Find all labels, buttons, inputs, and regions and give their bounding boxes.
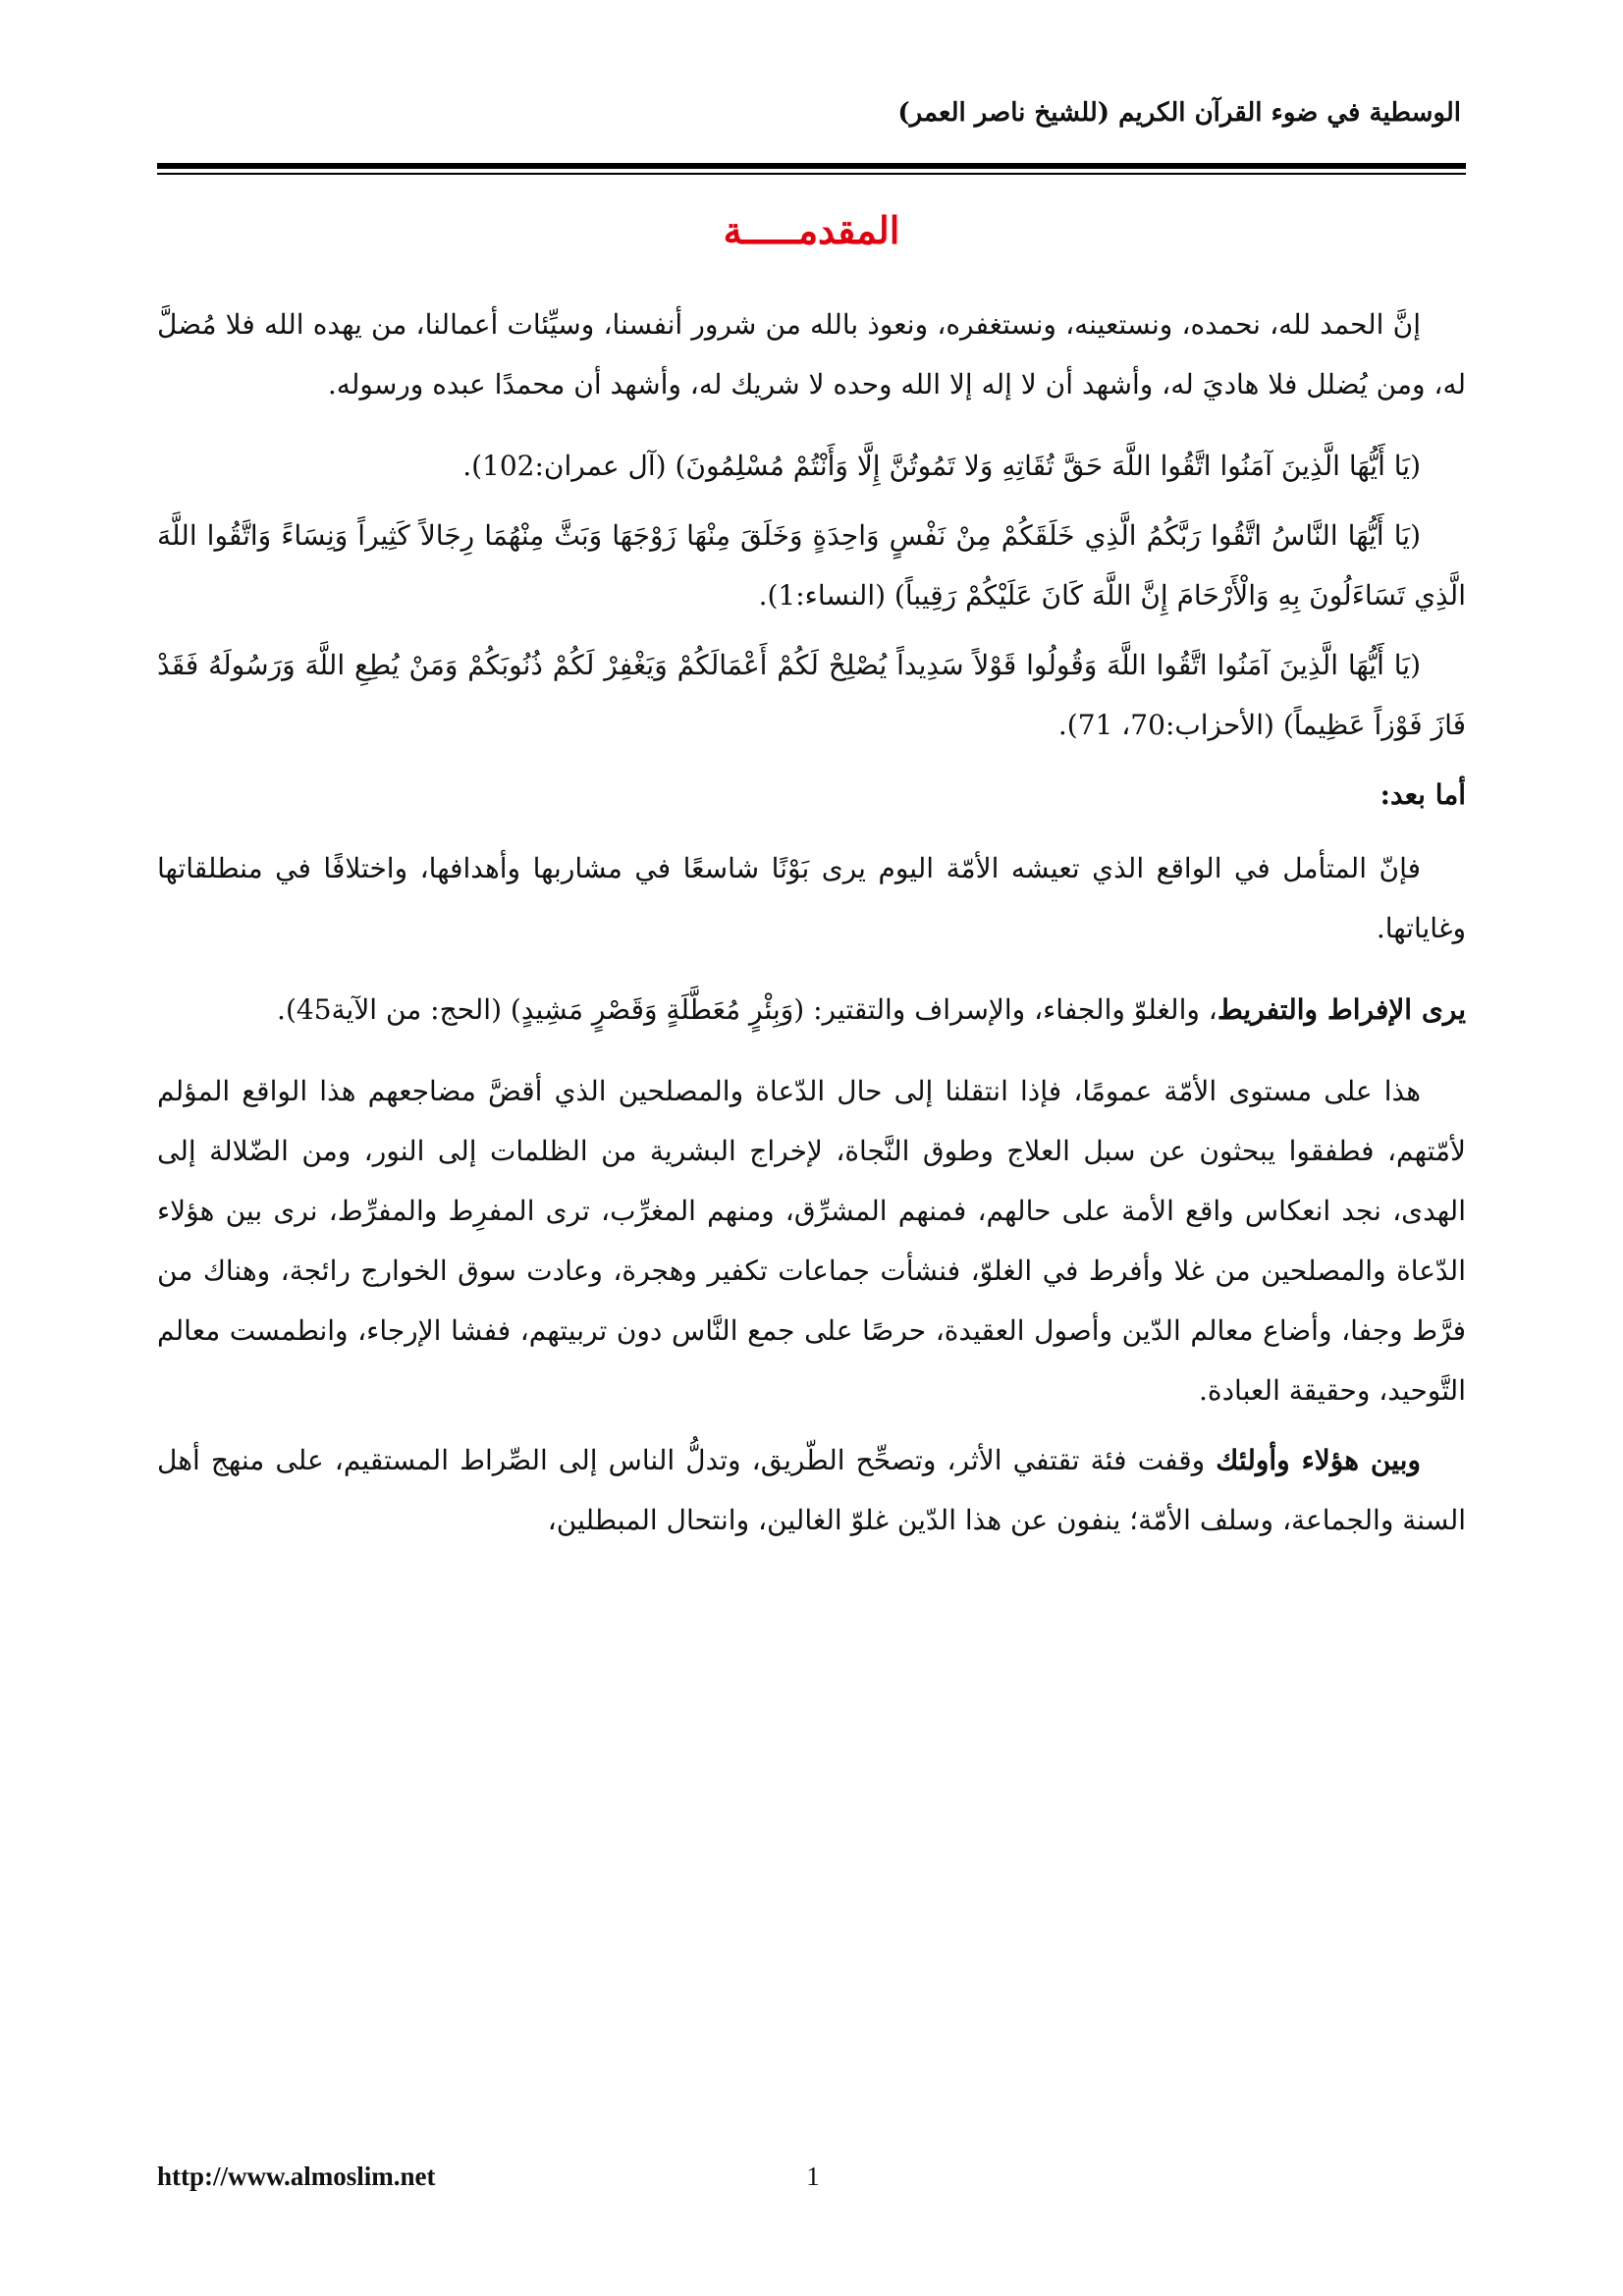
- header-divider-thin: [157, 173, 1466, 175]
- paragraph-verse-al-ahzab: (يَا أَيُّهَا الَّذِينَ آمَنُوا اتَّقُوا اللَّهَ وَقُولُوا قَوْلاً سَدِيداً يُصْلِحْ لَكُمْ أَعْمَالَكُمْ وَيَغْفِرْ لَكُمْ ذُنُوبَكُمْ وَمَنْ يُطِعِ اللَّهَ وَرَسُولَهُ فَقَدْ فَازَ فَوْزاً عَظِيماً) (الأحزاب:70، 71).: [157, 649, 1466, 741]
- paragraph-amma-bad: أما بعد:: [1380, 778, 1466, 811]
- page-number: 1: [806, 2162, 820, 2191]
- between-rest: وقفت فئة تقتفي الأثر، وتصحِّح الطّريق، وتدلُّ الناس إلى الصِّراط المستقيم، على منهج أهل السنة والجماعة، وسلف الأمّة؛ ينفون عن هذا الدّين غلوّ الغالين، وانتحال المبطلين،: [157, 1444, 1466, 1536]
- section-title: المقدمـــــة: [723, 208, 900, 252]
- paragraph-ifrat: [157, 980, 1466, 1040]
- footer-website-link[interactable]: http://www.almoslim.net: [157, 2162, 436, 2191]
- ifrat-lead-bold: يرى الإفراط والتفريط: [1217, 993, 1466, 1026]
- paragraph-between: [157, 1430, 1466, 1550]
- paragraph-context: هذا على مستوى الأمّة عمومًا، فإذا انتقلنا إلى حال الدّعاة والمصلحين الذي أقضَّ مضاجعهم هذا الواقع المؤلم لأمّتهم، فطفقوا يبحثون عن سبل العلاج وطوق النَّجاة، لإخراج البشرية من الظلمات إلى النور، ومن الضّلالة إلى الهدى، نجد انعكاس واقع الأمة على حالهم، فمنهم المشرِّق، ومنهم المغرِّب، ترى المفرِط والمفرِّط، نرى بين هؤلاء الدّعاة والمصلحين من غلا وأفرط في الغلوّ، فنشأت جماعات تكفير وهجرة، وعادت سوق الخوارج رائجة، وهناك من فرَّط وجفا، وأضاع معالم الدّين وأصول العقيدة، حرصًا على جمع النَّاس دون تربيتهم، ففشا الإرجاء، وانطمست معالم التَّوحيد، وحقيقة العبادة.: [157, 1075, 1466, 1407]
- paragraph-verse-an-nisa: (يَا أَيُّهَا النَّاسُ اتَّقُوا رَبَّكُمُ الَّذِي خَلَقَكُمْ مِنْ نَفْسٍ وَاحِدَةٍ وَخَلَقَ مِنْهَا زَوْجَهَا وَبَثَّ مِنْهُمَا رِجَالاً كَثِيراً وَنِسَاءً وَاتَّقُوا اللَّهَ الَّذِي تَسَاءَلُونَ بِهِ وَالْأَرْحَامَ إِنَّ اللَّهَ كَانَ عَلَيْكُمْ رَقِيباً) (النساء:1).: [157, 519, 1466, 612]
- running-header-title: الوسطية في ضوء القرآن الكريم (للشيخ ناصر العمر): [897, 98, 1461, 128]
- paragraph-verse-al-imran: (يَا أَيُّهَا الَّذِينَ آمَنُوا اتَّقُوا اللَّهَ حَقَّ تُقَاتِهِ وَلا تَمُوتُنَّ إِلَّا وَأَنْتُمْ مُسْلِمُونَ) (آل عمران:102).: [462, 450, 1421, 482]
- paragraph-opening: إنَّ الحمد لله، نحمده، ونستعينه، ونستغفره، ونعوذ بالله من شرور أنفسنا، وسيِّئات أعمالنا، من يهده الله فلا مُضلَّ له، ومن يُضلل فلا هاديَ له، وأشهد أن لا إله إلا الله وحده لا شريك له، وأشهد أن محمدًا عبده ورسوله.: [157, 308, 1466, 400]
- between-lead-bold: وبين هؤلاء وأولئك: [1216, 1444, 1421, 1476]
- header-divider-thick: [157, 163, 1466, 169]
- paragraph-observer: فإنّ المتأمل في الواقع الذي تعيشه الأمّة اليوم يرى بَوْنًا شاسعًا في مشاربها وأهدافها، واختلافًا في منطلقاتها وغاياتها.: [157, 852, 1466, 944]
- document-body: [157, 294, 1466, 1560]
- ifrat-rest: ، والغلوّ والجفاء، والإسراف والتقتير: (وَبِئْرٍ مُعَطَّلَةٍ وَقَصْرٍ مَشِيدٍ) (الحج: من الآية45).: [277, 993, 1217, 1026]
